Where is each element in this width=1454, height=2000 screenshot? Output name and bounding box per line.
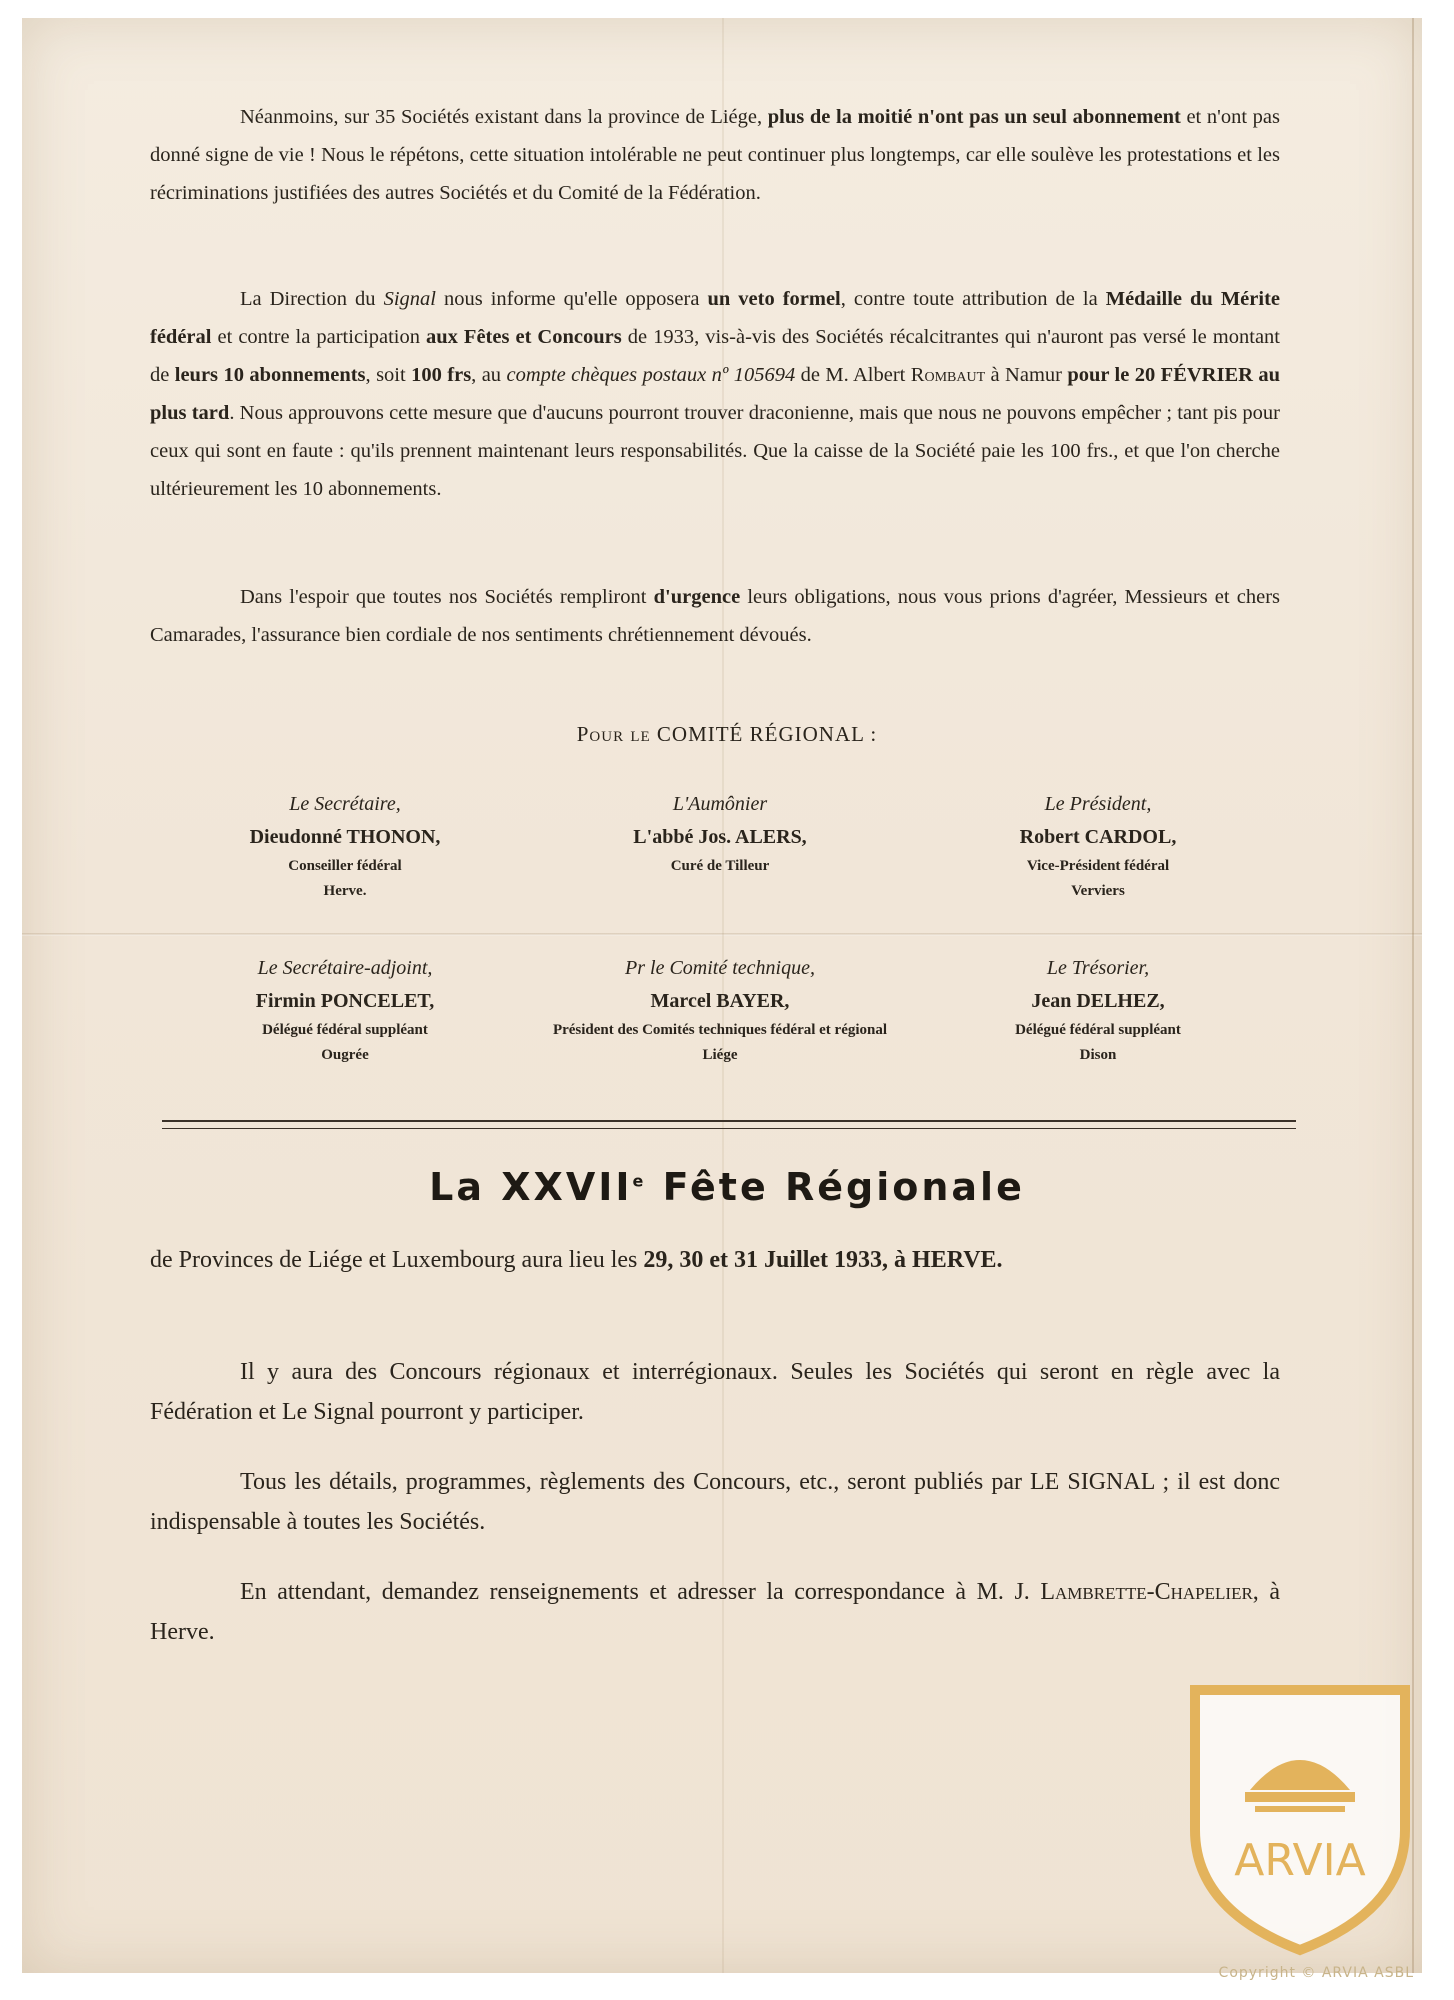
title-text: La XXVII <box>429 1165 633 1209</box>
signatory-title: Délégué fédéral suppléant <box>1015 1022 1181 1038</box>
signatory-role: Le Trésorier, <box>1046 957 1150 979</box>
signatory-name: Marcel BAYER, <box>650 990 790 1012</box>
title-superscript: e <box>632 1171 647 1191</box>
text-span: à Namur <box>985 364 1068 386</box>
fete-date-paragraph <box>150 1240 1280 1280</box>
signatory-title: Vice-Président fédéral <box>1026 858 1170 874</box>
signatory-name: Jean DELHEZ, <box>1031 990 1165 1012</box>
text-span: et contre la participation <box>211 326 426 348</box>
paragraph-closing <box>150 578 1280 654</box>
signatory-name: L'abbé Jos. ALERS, <box>633 826 807 848</box>
text-span: de 1933, vis-à-vis des Sociétés récalcitrantes qui n'auront pas versé le montant de <box>150 326 1280 386</box>
signatory-treasurer <box>878 952 1318 1068</box>
smallcaps-span: Rombaut <box>910 364 986 386</box>
signatory-title: Délégué fédéral suppléant <box>262 1022 428 1038</box>
signatory-place: Ougrée <box>321 1047 369 1063</box>
text-span: leurs obligations, nous vous prions d'agréer, Messieurs et chers Camarades, l'assurance bien cordiale de nos sentiments chrétiennement dévoués. <box>150 586 1281 646</box>
bold-span: pour le 20 FÉVRIER au plus tard <box>150 364 1280 424</box>
smallcaps-span: Lambrette-Chapelier <box>1040 1579 1253 1605</box>
signatory-name: Firmin PONCELET, <box>255 990 435 1012</box>
arvia-logo <box>1175 1670 1425 1960</box>
fete-contact-paragraph <box>150 1572 1280 1652</box>
bold-span: un veto formel <box>707 288 841 310</box>
text-span: La Direction du <box>240 288 384 310</box>
fete-title <box>0 1165 1454 1209</box>
bold-span: Médaille du Mérite fédéral <box>150 288 1280 348</box>
text-span: . Nous approuvons cette mesure que d'aucuns pourront trouver draconienne, mais que nous ne pouvons empêcher ; tant pis pour ceux qui sont en faute : qu'ils prennent maintenant leurs responsabilités. Que la caisse de la Société paie les 100 frs., et que l'on cherche ultérieurement les 10 abonnements. <box>150 402 1280 500</box>
text-span: et n'ont pas donné signe de vie ! Nous le répétons, cette situation intolérable ne peut continuer plus longtemps, car elle soulève les protestations et les récriminations justifiées des autres Sociétés et du Comité de la Fédération. <box>150 106 1280 204</box>
signatory-place: Verviers <box>1071 883 1125 899</box>
shield-icon <box>1195 1690 1405 1950</box>
signatory-deputy-secretary <box>125 952 565 1068</box>
bold-span: plus de la moitié n'ont pas un seul abonnement <box>767 106 1181 128</box>
copyright-notice: Copyright © ARVIA ASBL <box>1218 1965 1414 1981</box>
signatory-title: Curé de Tilleur <box>670 858 770 874</box>
text-span: de M. Albert <box>795 364 911 386</box>
signatory-president <box>878 788 1318 904</box>
bold-span: leurs 10 abonnements <box>174 364 366 386</box>
fete-contests-paragraph: Il y aura des Concours régionaux et interrégionaux. Seules les Sociétés qui seront en règle avec la Fédération et Le Signal pourront y participer. <box>150 1359 1280 1425</box>
signatory-place: Liége <box>702 1047 738 1063</box>
text-span: , au <box>471 364 507 386</box>
section-divider <box>162 1120 1296 1122</box>
signatory-role: Le Secrétaire, <box>289 793 401 815</box>
signatory-name: Robert CARDOL, <box>1019 826 1177 848</box>
signatory-place: Dison <box>1079 1047 1117 1063</box>
committee-heading: Pour le COMITÉ RÉGIONAL : <box>576 722 878 746</box>
paragraph-veto <box>150 280 1280 508</box>
fete-details-paragraph: Tous les détails, programmes, règlements des Concours, etc., seront publiés par LE SIGNAL ; il est donc indispensable à toutes les Sociétés. <box>150 1469 1280 1535</box>
text-span: , soit <box>365 364 412 386</box>
signatory-title: Président des Comités techniques fédéral et régional <box>552 1022 888 1038</box>
logo-wordmark: ARVIA <box>1234 1835 1366 1886</box>
signatory-role: Pr le Comité technique, <box>625 957 815 979</box>
bold-span: 29, 30 et 31 Juillet 1933, à HERVE. <box>643 1247 1003 1273</box>
signatory-secretary <box>125 788 565 904</box>
signatory-role: Le Président, <box>1044 793 1152 815</box>
signatory-name: Dieudonné THONON, <box>249 826 441 848</box>
text-span: Dans l'espoir que toutes nos Sociétés rempliront <box>240 586 654 608</box>
text-span: , contre toute attribution de la <box>840 288 1106 310</box>
title-text: Fête Régionale <box>646 1165 1025 1209</box>
signatory-role: Le Secrétaire-adjoint, <box>257 957 433 979</box>
signatory-chaplain <box>500 788 940 878</box>
signatory-place: Herve. <box>323 883 367 899</box>
text-span: nous informe qu'elle opposera <box>435 288 708 310</box>
text-span: Néanmoins, sur 35 Sociétés existant dans la province de Liége, <box>240 106 768 128</box>
italic-span: compte chèques postaux nº 105694 <box>506 364 796 386</box>
text-span: , à Herve. <box>150 1579 1280 1645</box>
bold-span: d'urgence <box>653 586 741 608</box>
signatory-technical-committee <box>500 952 940 1068</box>
text-span: En attendant, demandez renseignements et adresser la correspondance à M. J. <box>240 1579 1041 1605</box>
italic-span: Signal <box>383 288 436 310</box>
signatory-title: Conseiller fédéral <box>288 858 402 874</box>
section-divider <box>162 1128 1296 1129</box>
bold-span: 100 frs <box>411 364 472 386</box>
text-span: de Provinces de Liége et Luxembourg aura lieu les <box>150 1247 644 1273</box>
paragraph-subscriptions <box>150 98 1280 212</box>
bold-span: aux Fêtes et Concours <box>426 326 622 348</box>
signatory-role: L'Aumônier <box>672 793 768 815</box>
